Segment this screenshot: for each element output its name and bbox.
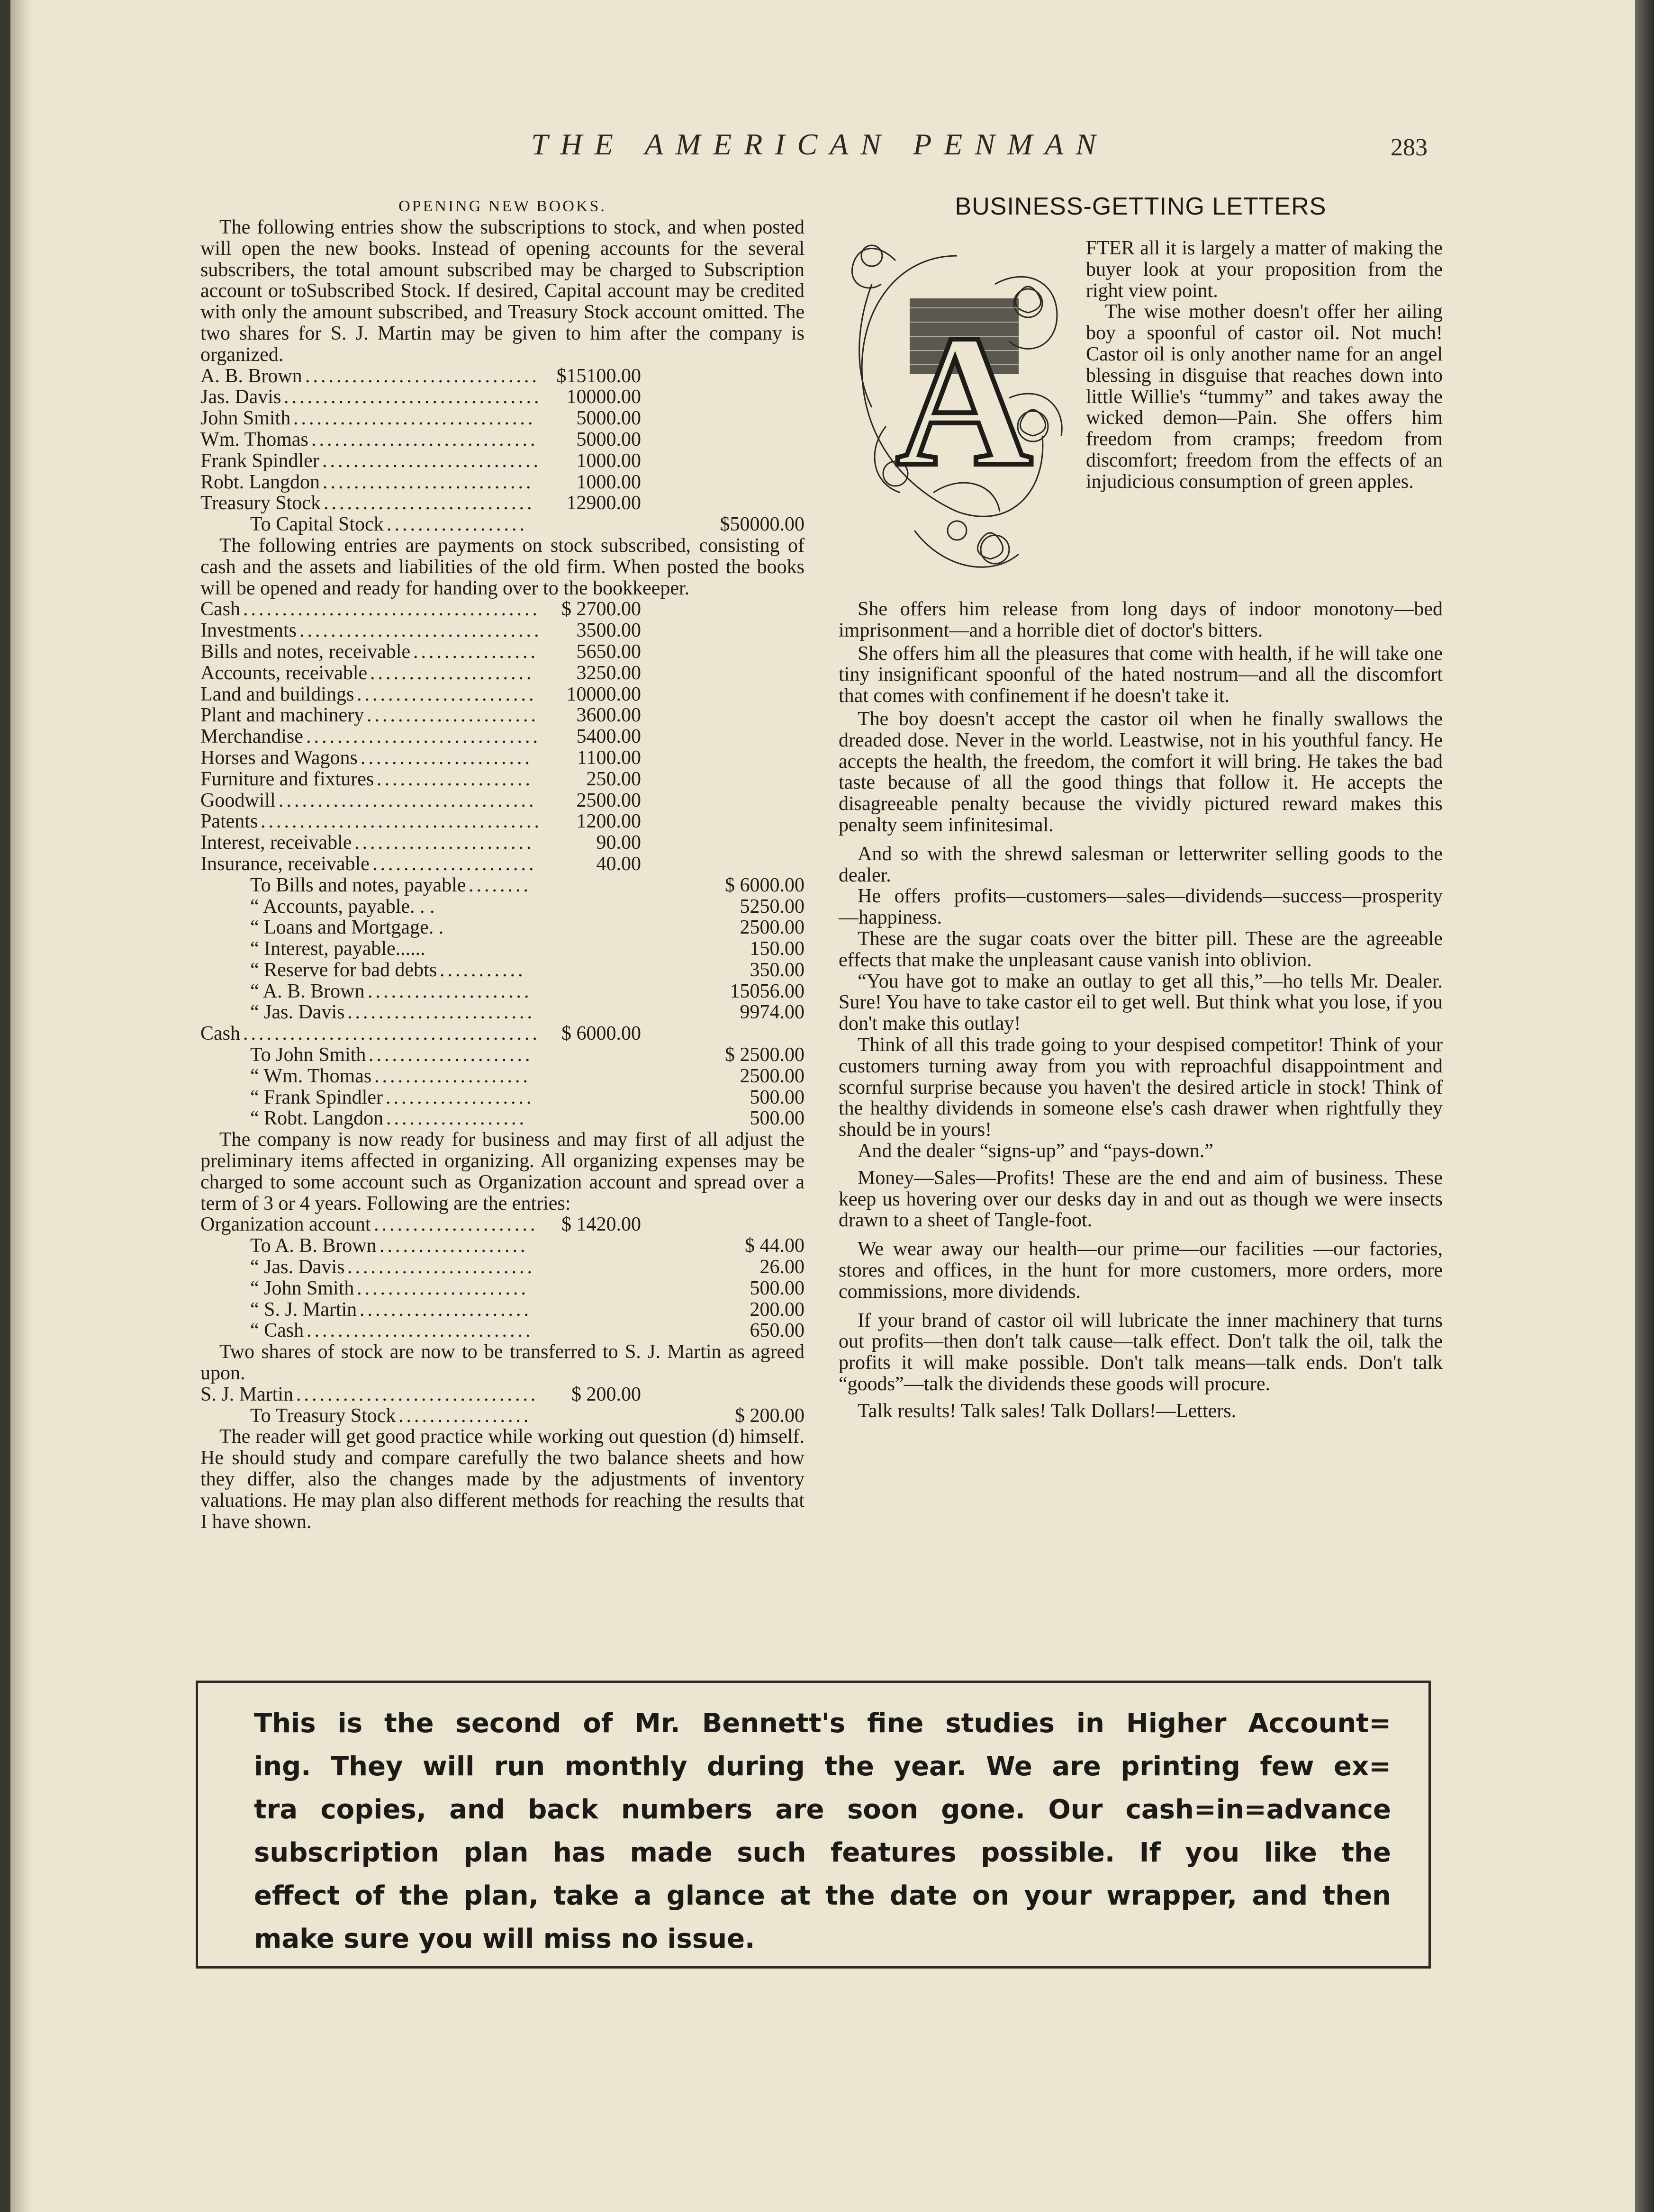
right-paragraph-10: Money—Sales—Profits! These are the end and aim of business. These keep us hovering over our desks day in and out as though we were insects drawn to a sheet of Tangle-foot.	[839, 1167, 1443, 1232]
ledger-leader-dots: ...............................	[299, 620, 542, 642]
ledger-account-name: Goodwill	[200, 789, 276, 811]
ledger-debit-amount: 2500.00	[576, 789, 641, 811]
ledger-debit-amount: 12900.00	[566, 492, 641, 514]
ledger-leader-dots: .................................	[279, 789, 537, 811]
ledger-account-name: John Smith	[200, 407, 291, 430]
ledger-payments	[200, 599, 804, 1129]
ledger-account-name: “ Jas. Davis	[250, 1256, 345, 1278]
ledger-debit-amount: 1000.00	[576, 471, 641, 493]
ledger-leader-dots: ...........................	[323, 471, 534, 493]
ledger-account-name: Insurance, receivable	[200, 853, 370, 875]
ledger-leader-dots: .................................	[284, 386, 542, 408]
scan-edge-left	[0, 0, 10, 2212]
dropcap-wrapped-text	[1086, 238, 1443, 493]
ledger-leader-dots: ...................	[380, 1235, 528, 1257]
ledger-account-name: “ John Smith	[250, 1277, 354, 1299]
ledger-account-name: “ A. B. Brown	[250, 980, 365, 1002]
ledger-row	[200, 875, 804, 896]
notice-line-2: ing. They will run monthly during the year. We are printing few ex=	[254, 1751, 1391, 1782]
running-title: THE AMERICAN PENMAN	[531, 127, 1109, 161]
notice-line-3: tra copies, and back numbers are soon gone. Our cash=in=advance	[254, 1794, 1391, 1825]
ledger-row	[200, 1002, 804, 1023]
ledger-row	[200, 450, 804, 472]
ledger-account-name: Furniture and fixtures	[200, 768, 374, 790]
ledger-row	[200, 1044, 804, 1066]
ledger-leader-dots: .....................	[368, 980, 532, 1002]
ledger-credit-amount: 5250.00	[740, 895, 804, 917]
page-gutter	[10, 0, 32, 2212]
ledger-debit-amount: 3500.00	[576, 620, 641, 642]
ledger-row	[200, 1320, 804, 1341]
left-paragraph-4: Two shares of stock are now to be transferred to S. J. Martin as agreed upon.	[200, 1341, 804, 1385]
ledger-row	[200, 811, 804, 832]
ledger-account-name: S. J. Martin	[200, 1383, 294, 1405]
ledger-account-name: “ Jas. Davis	[250, 1001, 345, 1024]
notice-line-6: make sure you will miss no issue.	[254, 1924, 755, 1954]
ledger-leader-dots: ...........	[440, 959, 526, 981]
ledger-account-name: “ Loans and Mortgage. .	[250, 917, 444, 939]
ledger-row	[200, 1405, 804, 1427]
page-number: 283	[1391, 134, 1428, 161]
ledger-debit-amount: $ 6000.00	[561, 1023, 641, 1045]
ledger-account-name: To Capital Stock	[250, 513, 384, 536]
ledger-row	[200, 408, 804, 429]
ledger-leader-dots: ....................	[374, 1065, 531, 1087]
right-paragraph-2: She offers him all the pleasures that come with health, if he will take one tiny insignificant spoonful of the hated nostrum—and all the discomfort that comes with confinement if he doesn't take it.	[839, 642, 1443, 707]
ledger-leader-dots: ......................	[360, 1298, 532, 1321]
ledger-row	[200, 1235, 804, 1257]
subscription-notice-box	[196, 1681, 1431, 1969]
ledger-account-name: “ Wm. Thomas	[250, 1065, 372, 1087]
ledger-row	[200, 366, 804, 387]
ledger-debit-amount: 3600.00	[576, 704, 641, 727]
ledger-credit-amount: 350.00	[750, 959, 804, 981]
ledger-credit-amount: $ 6000.00	[725, 874, 804, 896]
ledger-debit-amount: 90.00	[596, 832, 641, 854]
right-paragraph-13: Talk results! Talk sales! Talk Dollars!—Letters.	[858, 1400, 1237, 1422]
ledger-row	[200, 747, 804, 769]
right-wrap-paragraph-2: The wise mother doesn't offer her ailing boy a spoonful of castor oil. Not much! Castor oil is only another name for an angel blessing in disguise that reaches down into little Willie's “tummy” and takes away the wicked demon—Pain. She offers him freedom from cramps; freedom from discomfort; freedom from the effects of an injudicious consumption of green apples.	[1086, 301, 1443, 493]
ledger-account-name: Bills and notes, receivable	[200, 640, 411, 663]
ledger-account-name: “ Reserve for bad debts	[250, 959, 437, 981]
ledger-row	[200, 620, 804, 641]
ledger-row	[200, 938, 804, 960]
ledger-leader-dots: ...................	[386, 1086, 534, 1108]
ledger-account-name: Robt. Langdon	[200, 471, 320, 493]
ledger-leader-dots: ...............................	[296, 1383, 539, 1405]
ledger-debit-amount: 5650.00	[576, 640, 641, 663]
right-paragraph-5: He offers profits—customers—sales—dividends—success—prosperity—happiness.	[839, 885, 1443, 929]
ledger-debit-amount: 10000.00	[566, 386, 641, 408]
ledger-credit-amount: 500.00	[750, 1107, 804, 1130]
ledger-account-name: Wm. Thomas	[200, 428, 308, 450]
ledger-leader-dots: ........	[469, 874, 531, 896]
ledger-row	[200, 514, 804, 535]
ledger-leader-dots: ....................	[377, 768, 533, 790]
ledger-row	[200, 917, 804, 938]
notice-text	[254, 1702, 1391, 1960]
ledger-debit-amount: 5000.00	[576, 428, 641, 450]
ledger-row	[200, 1087, 804, 1108]
ledger-leader-dots: ........................	[347, 1256, 535, 1278]
ledger-row	[200, 1299, 804, 1321]
ledger-row	[200, 790, 804, 811]
ornamental-dropcap	[839, 227, 1076, 592]
right-wrap-paragraph-1: FTER all it is largely a matter of making the buyer look at your proposition from the right view point.	[1086, 237, 1443, 302]
ledger-account-name: Patents	[200, 810, 258, 833]
ledger-credit-amount: 26.00	[759, 1256, 804, 1278]
ledger-leader-dots: .............................	[311, 428, 538, 450]
ledger-credit-amount: 15056.00	[730, 980, 804, 1002]
ledger-debit-amount: 5400.00	[576, 726, 641, 748]
ledger-leader-dots: ....................................	[261, 810, 542, 833]
ledger-row	[200, 387, 804, 408]
dropcap-ornament-icon	[839, 227, 1076, 592]
ledger-leader-dots: ......................	[357, 1277, 529, 1299]
ledger-account-name: Investments	[200, 620, 297, 642]
ledger-row	[200, 705, 804, 726]
ledger-leader-dots: .....................	[369, 1044, 533, 1066]
right-paragraph-12: If your brand of castor oil will lubricate the inner machinery that turns out profits—then don't talk cause—talk effect. Don't talk the oil, talk the profits it will make possible. Don't talk means—talk ends. Don't talk “goods”—talk the dividends these goods will procure.	[839, 1309, 1443, 1395]
ledger-leader-dots: ..................	[387, 513, 527, 536]
ledger-leader-dots: .....................	[372, 853, 537, 875]
ledger-credit-amount: 500.00	[750, 1277, 804, 1299]
ledger-leader-dots: ................	[413, 640, 538, 663]
left-paragraph-5: The reader will get good practice while working out question (d) himself. He should study and compare carefully the two balance sheets and how they differ, also the changes made by the adjustments of inventory valuations. He may plan also different methods for reaching the results that I have shown.	[200, 1426, 804, 1533]
ledger-debit-amount: 3250.00	[576, 662, 641, 684]
notice-line-5: effect of the plan, take a glance at the date on your wrapper, and then	[254, 1880, 1391, 1911]
ledger-row	[200, 1108, 804, 1129]
ledger-leader-dots: ...............................	[293, 407, 536, 430]
ledger-row	[200, 960, 804, 981]
ledger-account-name: Cash	[200, 598, 240, 620]
right-paragraph-6: These are the sugar coats over the bitter pill. These are the agreeable effects that make the unpleasant cause vanish into oblivion.	[839, 927, 1443, 971]
ledger-debit-amount: $ 200.00	[571, 1383, 641, 1405]
ledger-debit-amount: 5000.00	[576, 407, 641, 430]
ledger-account-name: A. B. Brown	[200, 365, 302, 387]
ledger-credit-amount: 500.00	[750, 1086, 804, 1108]
ledger-row	[200, 1023, 804, 1044]
right-paragraph-8: Think of all this trade going to your despised competitor! Think of your customers turning away from you with reproachful disappointment and scornful surprise because you haven't the desired article in stock! Think of the healthy dividends in someone else's cash drawer when rightfully they should be in yours!	[839, 1034, 1443, 1141]
ledger-leader-dots: ..............................	[305, 365, 540, 387]
ledger-debit-amount: 40.00	[596, 853, 641, 875]
ledger-row	[200, 641, 804, 663]
left-paragraph-3: The company is now ready for business and may first of all adjust the preliminary items affected in organizing. All organizing expenses may be charged to some account such as Organization account and spread over a term of 3 or 4 years. Following are the entries:	[200, 1129, 804, 1214]
ledger-credit-amount: $ 2500.00	[725, 1044, 804, 1066]
ledger-account-name: “ Robt. Langdon	[250, 1107, 384, 1130]
ledger-leader-dots: ......................................	[243, 598, 540, 620]
ledger-account-name: “ S. J. Martin	[250, 1298, 357, 1321]
ledger-account-name: To A. B. Brown	[250, 1235, 377, 1257]
right-column	[839, 193, 1443, 1422]
right-paragraph-7: “You have got to make an outlay to get all this,”—ho tells Mr. Dealer. Sure! You have to take castor eil to get well. But think what you lose, if you don't make this outlay!	[839, 970, 1443, 1035]
right-paragraph-3: The boy doesn't accept the castor oil when he finally swallows the dreaded dose. Never in the world. Leastwise, not in his youthful fancy. He accepts the health, the freedom, the comfort it will bring. He takes the bad taste because of all the good things that follow it. He accepts the disagreeable penalty because the vividly pictured reward makes this penalty seem infinitesimal.	[839, 708, 1443, 836]
ledger-account-name: “ Frank Spindler	[250, 1086, 383, 1108]
ledger-leader-dots: ..................	[386, 1107, 527, 1130]
ledger-credit-amount: 150.00	[750, 938, 804, 960]
left-paragraph-2: The following entries are payments on stock subscribed, consisting of cash and the assets and liabilities of the old firm. When posted the books will be opened and ready for handing over to the bookkeeper.	[200, 534, 804, 599]
ledger-credit-amount: $ 200.00	[735, 1404, 804, 1427]
ledger-treasury	[200, 1384, 804, 1427]
left-column	[200, 196, 804, 1532]
ledger-account-name: Plant and machinery	[200, 704, 364, 727]
ledger-debit-amount: 10000.00	[566, 683, 641, 705]
ledger-debit-amount: 1100.00	[577, 746, 641, 769]
ledger-debit-amount: $ 1420.00	[561, 1214, 641, 1236]
ledger-credit-amount: 2500.00	[740, 1065, 804, 1087]
ledger-row	[200, 726, 804, 747]
ledger-row	[200, 832, 804, 854]
ledger-row	[200, 769, 804, 790]
scan-edge-right	[1635, 0, 1654, 2212]
ledger-row	[200, 472, 804, 493]
ledger-row	[200, 684, 804, 705]
dropcap-letter: A	[895, 296, 1033, 505]
notice-line-4: subscription plan has made such features possible. If you like the	[254, 1837, 1391, 1868]
ledger-leader-dots: ......................................	[243, 1023, 540, 1045]
ledger-row	[200, 663, 804, 684]
ledger-account-name: Horses and Wagons	[200, 746, 358, 769]
ledger-credit-amount: 2500.00	[740, 917, 804, 939]
ledger-subscriptions	[200, 366, 804, 535]
ledger-row	[200, 599, 804, 620]
ledger-leader-dots: .......................	[357, 683, 537, 705]
right-paragraph-1: She offers him release from long days of indoor monotony—bed imprisonment—and a horrible diet of doctor's bitters.	[839, 598, 1443, 641]
left-paragraph-1: The following entries show the subscriptions to stock, and when posted will open the new books. Instead of opening accounts for the several subscribers, the total amount subscribed may be charged to Subscription account or toSubscribed Stock. If desired, Capital account may be credited with only the amount subscribed, and Treasury Stock account omitted. The two shares for S. J. Martin may be given to him after the company is organized.	[200, 216, 804, 366]
right-paragraph-4: And so with the shrewd salesman or letterwriter selling goods to the dealer.	[839, 843, 1443, 886]
ledger-account-name: “ Interest, payable......	[250, 938, 425, 960]
ledger-leader-dots: ........................	[347, 1001, 535, 1024]
notice-line-1: This is the second of Mr. Bennett's fine studies in Higher Account=	[254, 1708, 1391, 1739]
ledger-debit-amount: $ 2700.00	[561, 598, 641, 620]
ledger-row	[200, 1278, 804, 1299]
ledger-row	[200, 429, 804, 450]
ledger-account-name: Land and buildings	[200, 683, 354, 705]
ledger-account-name: To Bills and notes, payable	[250, 874, 466, 896]
ledger-row	[200, 854, 804, 875]
ledger-organization	[200, 1214, 804, 1341]
ledger-row	[200, 1257, 804, 1278]
ledger-credit-amount: 200.00	[750, 1298, 804, 1321]
ledger-account-name: Frank Spindler	[200, 450, 319, 472]
ledger-account-name: Treasury Stock	[200, 492, 321, 514]
ledger-account-name: Accounts, receivable	[200, 662, 368, 684]
ledger-leader-dots: ......................	[367, 704, 539, 727]
ledger-account-name: Organization account	[200, 1214, 371, 1236]
ledger-row	[200, 896, 804, 917]
ledger-account-name: “ Accounts, payable. . .	[250, 895, 435, 917]
ledger-debit-amount: 1200.00	[576, 810, 641, 833]
ledger-credit-amount: $50000.00	[720, 513, 804, 536]
right-paragraph-11: We wear away our health—our prime—our facilities —our factories, stores and offices, in the hunt for more customers, more orders, more commissions, more dividends.	[839, 1238, 1443, 1303]
ledger-account-name: Interest, receivable	[200, 832, 352, 854]
ledger-leader-dots: .............................	[307, 1320, 533, 1342]
ledger-row	[200, 1384, 804, 1405]
ledger-leader-dots: ............................	[322, 450, 541, 472]
ledger-leader-dots: .................	[398, 1404, 532, 1427]
ledger-account-name: To Treasury Stock	[250, 1404, 396, 1427]
ledger-credit-amount: $ 44.00	[745, 1235, 804, 1257]
article-heading: BUSINESS-GETTING LETTERS	[955, 193, 1327, 220]
right-body	[839, 599, 1443, 1421]
ledger-row	[200, 981, 804, 1002]
ledger-leader-dots: ..............................	[306, 726, 541, 748]
ledger-credit-amount: 650.00	[750, 1320, 804, 1342]
ledger-row	[200, 493, 804, 514]
ledger-account-name: Cash	[200, 1023, 240, 1045]
ledger-debit-amount: 250.00	[586, 768, 641, 790]
ledger-leader-dots: .......................	[354, 832, 534, 854]
ledger-debit-amount: $15100.00	[556, 365, 641, 387]
ledger-leader-dots: ...........................	[324, 492, 535, 514]
section-subhead: OPENING NEW BOOKS.	[398, 198, 606, 215]
ledger-row	[200, 1214, 804, 1235]
ledger-leader-dots: .....................	[374, 1214, 538, 1236]
ledger-account-name: To John Smith	[250, 1044, 366, 1066]
ledger-leader-dots: ......................	[361, 746, 533, 769]
ledger-debit-amount: 1000.00	[576, 450, 641, 472]
ledger-credit-amount: 9974.00	[740, 1001, 804, 1024]
right-paragraph-9: And the dealer “signs-up” and “pays-down.”	[858, 1140, 1214, 1162]
ledger-account-name: Jas. Davis	[200, 386, 281, 408]
ledger-account-name: Merchandise	[200, 726, 303, 748]
ledger-row	[200, 1066, 804, 1087]
ledger-account-name: “ Cash	[250, 1320, 304, 1342]
ledger-leader-dots: .....................	[370, 662, 534, 684]
